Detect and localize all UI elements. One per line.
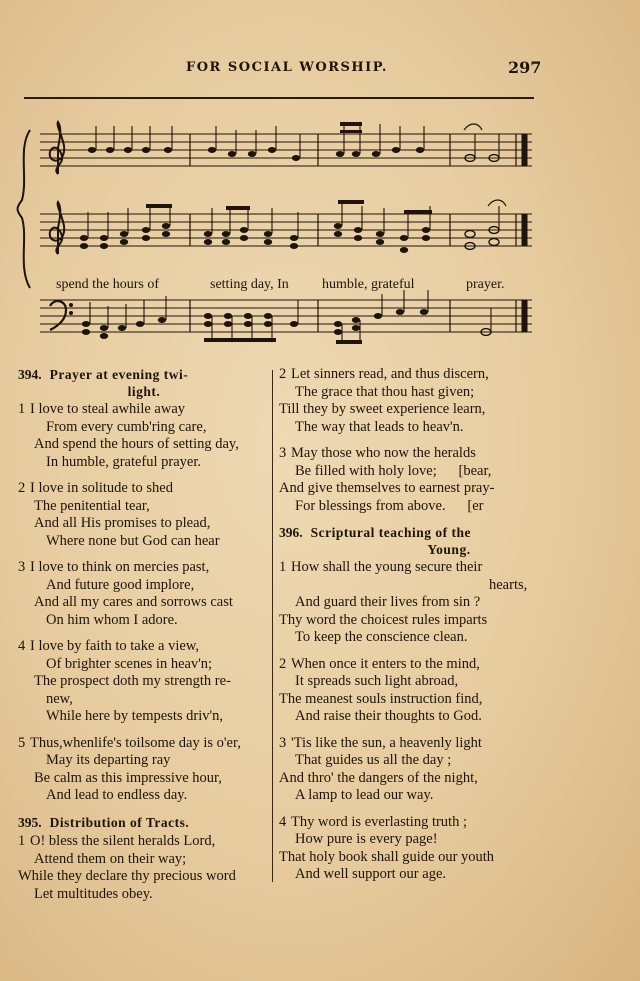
verse-line: I love in solitude to shed — [30, 480, 173, 496]
verse-line: And thro' the dangers of the night, — [279, 769, 478, 786]
verse-line: While here by tempests driv'n, — [46, 708, 223, 724]
verse-line: And lead to endless day. — [46, 787, 188, 803]
verse-line: And raise their thoughts to God. — [295, 708, 482, 724]
lyric-segment: humble, grateful — [322, 277, 415, 292]
hymn-394 — [18, 366, 270, 805]
verse-line: And future good implore, — [46, 576, 195, 593]
verse-number: 3 — [18, 559, 26, 575]
verse-line: And guard their lives from sin ? — [295, 594, 481, 610]
verse-line: When once it enters to the mind, — [291, 655, 480, 672]
verse-line: O! bless the silent heralds Lord, — [30, 833, 216, 849]
verse-line: Of brighter scenes in heav'n; — [46, 655, 213, 672]
hymn-heading — [18, 814, 270, 832]
verse-number: 5 — [18, 734, 26, 751]
verse-line: Where none but God can hear — [46, 532, 220, 549]
hymn-number: 395. — [18, 814, 42, 830]
verse-line: I love to steal awhile away — [30, 401, 186, 417]
verse-line: I love by faith to take a view, — [30, 638, 199, 654]
hymn-395 — [18, 814, 270, 904]
verse-line: To keep the conscience clean. — [295, 629, 468, 645]
verse-line: Be filled with holy love; [bear, — [295, 462, 492, 479]
verse-line: Thus,whenlife's toilsome day is o'er, — [30, 734, 241, 751]
verse-line: Be calm as this impressive hour, — [34, 769, 222, 786]
verse-line: new, — [46, 690, 73, 707]
stanza — [279, 559, 619, 647]
verse-line: On him whom I adore. — [46, 611, 178, 628]
verse-line: In humble, grateful prayer. — [46, 453, 202, 470]
hymn-title-continued: light. — [127, 383, 161, 399]
verse-line: The penitential tear, — [34, 497, 150, 514]
stanza — [18, 735, 270, 805]
verse-line: 'Tis like the sun, a heavenly light — [291, 734, 482, 751]
verse-number: 4 — [18, 638, 26, 654]
verse-line: The prospect doth my strength re- — [34, 673, 231, 689]
verse-line: I love to think on mercies past, — [30, 559, 210, 575]
verse-line: May those who now the heralds — [291, 445, 476, 461]
verse-line: A lamp to lead our way. — [295, 787, 434, 803]
verse-number: 1 — [279, 559, 287, 575]
verse-number: 3 — [279, 734, 287, 751]
verse-line: The way that leads to heav'n. — [295, 418, 464, 435]
header-rule — [24, 97, 534, 99]
stanza — [18, 401, 270, 471]
verse-line: And all His promises to plead, — [34, 515, 211, 531]
verse-number: 3 — [279, 445, 287, 461]
verse-number: 2 — [279, 366, 287, 382]
lyric-segment: prayer. — [466, 277, 505, 292]
staff-bass — [40, 300, 532, 332]
hymn-title: Prayer at evening twi- — [49, 367, 189, 382]
hymn-heading — [279, 524, 619, 542]
hymn-395-continued — [279, 366, 619, 515]
verse-line: And spend the hours of setting day, — [34, 436, 239, 452]
verse-number: 1 — [18, 401, 26, 417]
verse-line: hearts, — [489, 576, 528, 593]
lyric-segment: setting day, In — [210, 277, 289, 292]
hymn-heading — [18, 366, 270, 384]
verse-number: 4 — [279, 813, 287, 830]
verse-line: Thy word the choicest rules imparts — [279, 611, 488, 628]
verse-line: That guides us all the day ; — [295, 752, 452, 768]
music-score — [0, 108, 640, 358]
verse-line: And well support our age. — [295, 866, 447, 882]
verse-line: From every cumb'ring care, — [46, 418, 207, 435]
verse-number: 1 — [18, 833, 26, 849]
verse-line: While they declare thy precious word — [18, 868, 236, 884]
verse-line: For blessings from above. [er — [295, 497, 484, 514]
verse-line: It spreads such light abroad, — [295, 673, 459, 689]
left-column — [18, 366, 270, 912]
verse-line: May its departing ray — [46, 752, 171, 768]
final-barlines — [516, 134, 527, 332]
hymn-title: Scriptural teaching of the — [310, 525, 471, 540]
page-header — [0, 60, 640, 82]
hymn-title-continued: Young. — [427, 541, 471, 557]
verse-line: How pure is every page! — [295, 831, 438, 847]
page-number: 297 — [508, 58, 542, 77]
verse-number: 2 — [18, 480, 26, 496]
stanza — [279, 445, 619, 515]
stanza — [18, 833, 270, 903]
verse-line: The meanest souls instruction find, — [279, 690, 483, 707]
verse-line: The grace that thou hast given; — [295, 383, 475, 400]
stanza — [279, 366, 619, 436]
lyric-segment: spend the hours of — [56, 277, 160, 292]
verse-number: 2 — [279, 655, 287, 672]
verse-line: How shall the young secure their — [291, 559, 483, 575]
verse-line: Let sinners read, and thus discern, — [291, 366, 489, 382]
verse-line: Thy word is everlasting truth ; — [291, 813, 467, 830]
verse-line: That holy book shall guide our youth — [279, 848, 495, 865]
verse-line: Till they by sweet experience learn, — [279, 401, 486, 417]
hymn-title: Distribution of Tracts. — [49, 814, 190, 830]
stanza — [18, 480, 270, 550]
verse-line: And give themselves to earnest pray- — [279, 480, 495, 496]
column-divider — [272, 370, 273, 882]
staff-treble-2 — [40, 214, 532, 246]
hymn-number: 396. — [279, 525, 303, 540]
stanza — [279, 814, 619, 884]
running-title: FOR SOCIAL WORSHIP. — [186, 60, 388, 75]
stanza — [279, 656, 619, 726]
verse-line: Attend them on their way; — [34, 850, 187, 867]
verse-line: And all my cares and sorrows cast — [34, 594, 233, 610]
hymn-396 — [279, 524, 619, 884]
right-column — [279, 366, 619, 893]
stanza — [18, 638, 270, 726]
verse-line: Let multitudes obey. — [34, 885, 153, 902]
hymn-number: 394. — [18, 367, 42, 382]
stanza — [279, 735, 619, 805]
stanza — [18, 559, 270, 629]
